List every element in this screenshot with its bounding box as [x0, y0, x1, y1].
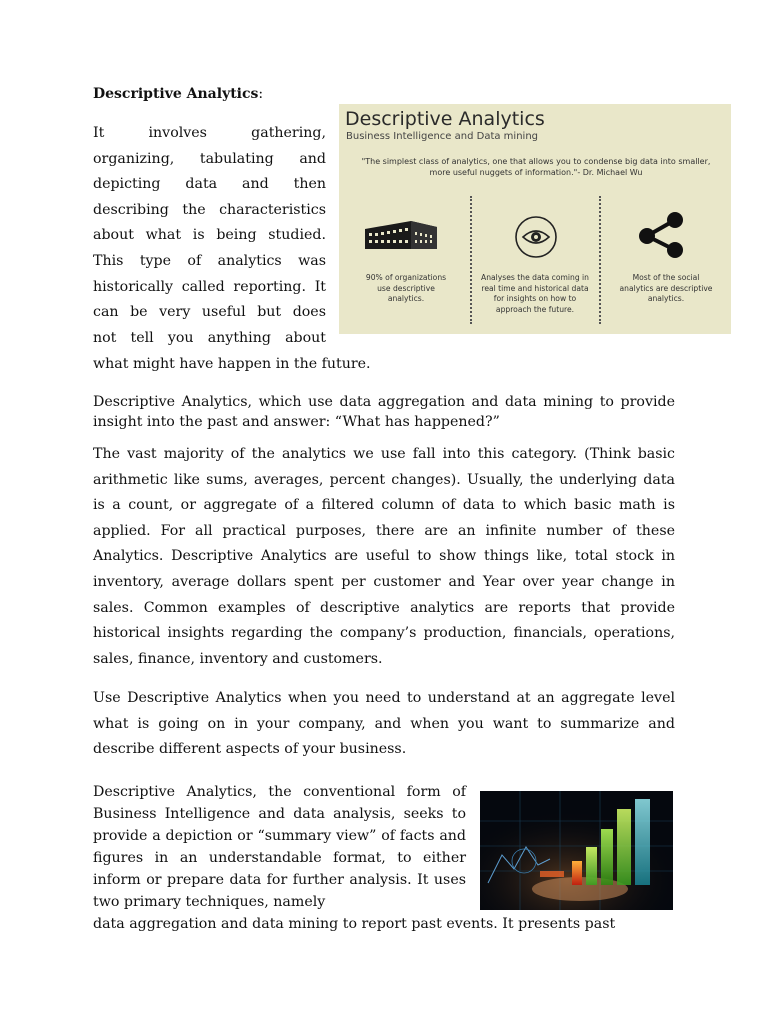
building-icon	[361, 217, 421, 257]
intro-line: It involves gathering,	[93, 125, 326, 141]
intro-line: not tell you anything about	[93, 329, 326, 346]
divider	[470, 196, 472, 324]
intro-line: organizing, tabulating and	[93, 150, 326, 167]
infographic-subtitle: Business Intelligence and Data mining	[346, 131, 539, 142]
paragraph-conventional: Descriptive Analytics, the conventional form of Business Intelligence and data analysis, seeks to provide a depiction or “summary view” of facts and figures in an understandable format, to either inform or prepare data for further analysis. It uses two primary techniques, namely	[93, 784, 466, 910]
analytics-photo	[480, 791, 673, 910]
heading-colon: :	[258, 86, 264, 102]
paragraph-conventional-tail: data aggregation and data mining to report past events. It presents past	[93, 916, 616, 932]
paragraph-what-happened: Descriptive Analytics, which use data aggregation and data mining to provide insight into the past and answer: “What has happened?”	[93, 394, 675, 430]
intro-line: describing the characteristics	[93, 201, 326, 218]
section-heading	[93, 86, 263, 102]
infographic	[339, 104, 731, 334]
intro-line: can be very useful but does	[93, 304, 326, 321]
divider	[599, 196, 601, 324]
caption-realtime: Analyses the data coming in real time and historical data for insights on how to approach the future.	[481, 273, 589, 314]
paragraph-use: Use Descriptive Analytics when you need to understand at an aggregate level what is going on in your company, and when you want to summarize and describe different aspects of your business.	[93, 690, 675, 758]
heading-title: Descriptive Analytics	[93, 86, 259, 102]
intro-line: depicting data and then	[93, 176, 326, 193]
infographic-title: Descriptive Analytics	[345, 108, 545, 130]
paragraph-majority: The vast majority of the analytics we use fall into this category. (Think basic arithmetic like sums, averages, percent changes). Usually, the underlying data is a count, or aggregate of a filtered column of data to which basic math is applied. For all practical purposes, there are an infinite number of these Analytics. Descriptive Analytics are useful to show things like, total stock in inventory, average dollars spent per customer and Year over year change in sales. Common examples of descriptive analytics are reports that provide historical insights regarding the company’s production, financials, operations, sales, finance, inventory and customers.	[93, 446, 675, 667]
intro-column	[93, 121, 326, 351]
intro-line: about what is being studied.	[93, 227, 326, 244]
intro-line: This type of analytics was	[93, 252, 326, 269]
intro-line: historically called reporting. It	[93, 278, 326, 295]
caption-organizations: 90% of organizations use descriptive analytics.	[365, 273, 447, 303]
eye-icon	[511, 215, 561, 259]
infographic-quote: "The simplest class of analytics, one that allows you to condense big data into smaller, more useful nuggets of information."- Dr. Michael Wu	[361, 157, 711, 177]
caption-social: Most of the social analytics are descriptive analytics.	[619, 273, 713, 303]
intro-tail: what might have happen in the future.	[93, 356, 371, 372]
share-icon	[635, 210, 689, 260]
